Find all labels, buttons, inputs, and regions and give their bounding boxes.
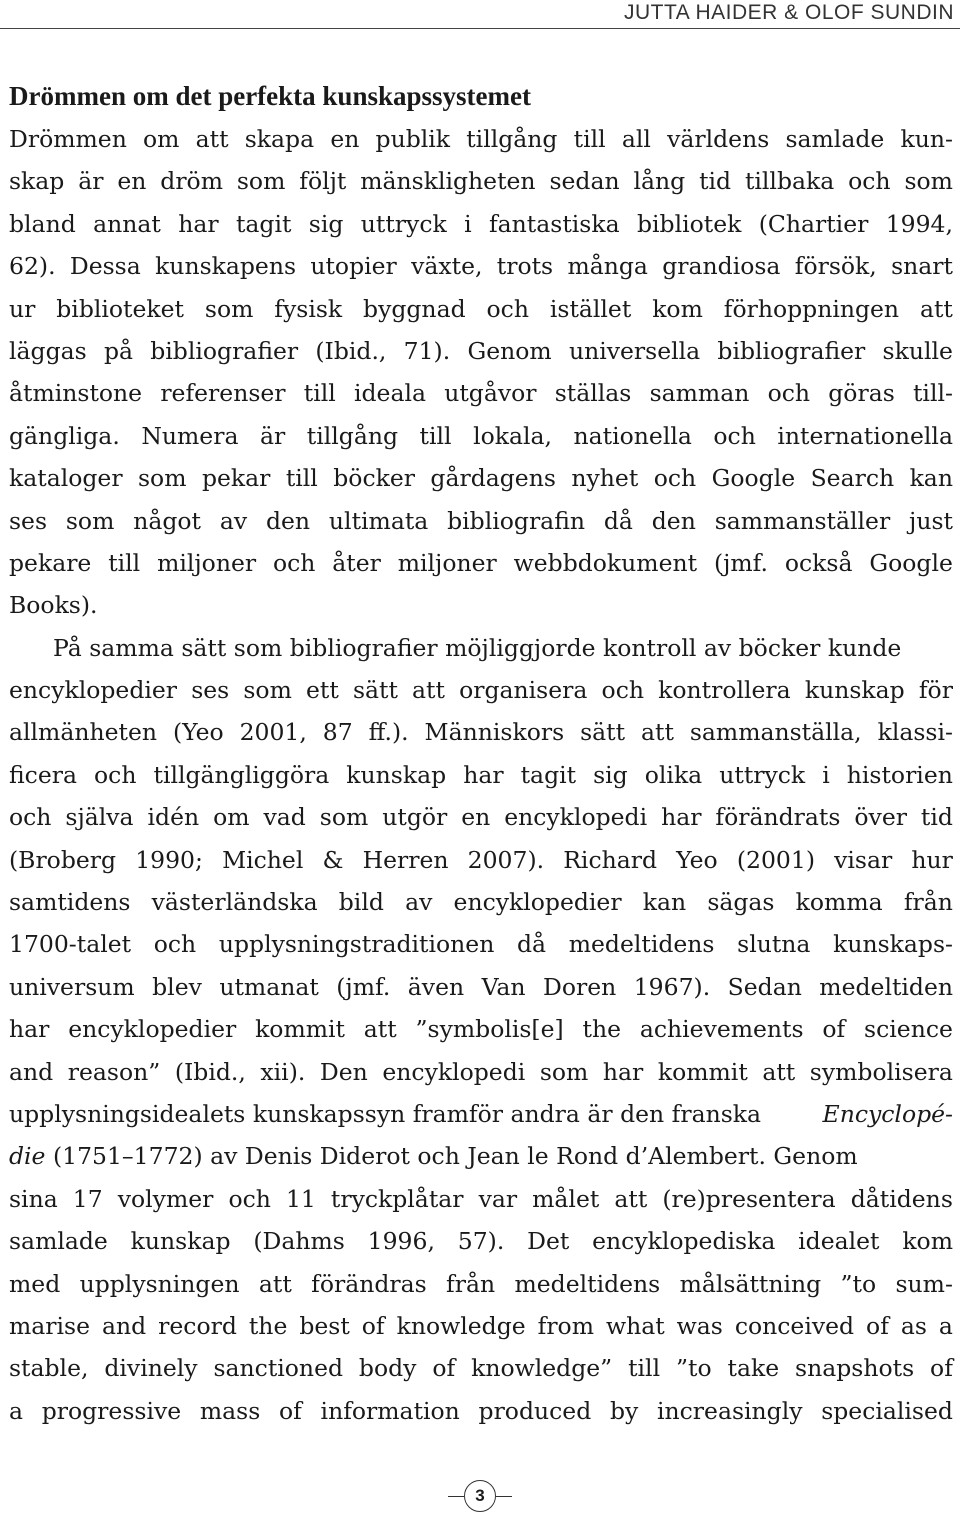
text-line: gängliga. Numera är tillgång till lokala, nationella och internationella	[9, 421, 953, 450]
text-line: bland annat har tagit sig uttryck i fantastiska bibliotek (Chartier 1994,	[9, 209, 953, 238]
running-header	[0, 0, 960, 29]
paragraph-2	[9, 627, 953, 1432]
text-line: 1700-talet och upplysningstraditionen då medeltidens slutna kunskaps-	[9, 930, 953, 959]
page-number-footer	[0, 1476, 960, 1516]
text-line: ses som något av den ultimata bibliografin då den sammanställer just	[9, 506, 953, 535]
text-line: har encyklopedier kommit att ”symbolis[e] the achievements of science	[9, 1015, 953, 1044]
text-line: pekare till miljoner och åter miljoner webbdokument (jmf. också Google	[9, 548, 953, 577]
text-line: stable, divinely sanctioned body of knowledge” till ”to take snapshots of	[9, 1354, 953, 1383]
text-line: åtminstone referenser till ideala utgåvor ställas samman och göras till-	[9, 379, 953, 408]
text-line: samlade kunskap (Dahms 1996, 57). Det encyklopediska idealet kom	[9, 1227, 953, 1256]
footer-rule-right	[496, 1496, 512, 1497]
text-line: ur biblioteket som fysisk byggnad och istället kom förhoppningen att	[9, 294, 953, 323]
text-line: och själva idén om vad som utgör en encyklopedi har förändrats över tid	[9, 803, 953, 832]
text-line: kataloger som pekar till böcker gårdagens nyhet och Google Search kan	[9, 464, 953, 493]
text-line: allmänheten (Yeo 2001, 87 ff.). Människors sätt att sammanställa, klassi-	[9, 718, 953, 747]
text-line: and reason” (Ibid., xii). Den encyklopedi som har kommit att symbolisera	[9, 1057, 953, 1086]
footer-rule-left	[448, 1496, 464, 1497]
paragraph-1	[9, 118, 953, 627]
text-line: samtidens västerländska bild av encyklopedier kan sägas komma från	[9, 888, 953, 917]
text-line: (Broberg 1990; Michel & Herren 2007). Richard Yeo (2001) visar hur	[9, 845, 953, 874]
text-line: encyklopedier ses som ett sätt att organisera och kontrollera kunskap för	[9, 676, 953, 705]
text-line: läggas på bibliografier (Ibid., 71). Genom universella bibliografier skulle	[9, 336, 953, 365]
text-line: 62). Dessa kunskapens utopier växte, trots många grandiosa försök, snart	[9, 252, 953, 281]
page-body	[9, 78, 953, 1432]
encyclopedie-title-part-2: die	[9, 1142, 46, 1171]
page-number: 3	[464, 1480, 496, 1512]
text-line: Books).	[9, 591, 98, 620]
text-line: skap är en dröm som följt mänskligheten sedan lång tid tillbaka och som	[9, 167, 953, 196]
author-names: JUTTA HAIDER & OLOF SUNDIN	[624, 1, 954, 24]
text-line: med upplysningen att förändras från medeltidens målsättning ”to sum-	[9, 1269, 953, 1298]
text-line: die (1751–1772) av Denis Diderot och Jean le Rond d’Alembert. Genom	[9, 1142, 858, 1171]
text-line: ficera och tillgängliggöra kunskap har tagit sig olika uttryck i historien	[9, 760, 953, 789]
text-line: upplysningsidealets kunskapssyn framför andra är den franska Encyclopé-	[9, 1093, 953, 1135]
section-title: Drömmen om det perfekta kunskapssystemet	[9, 81, 531, 111]
text-line: universum blev utmanat (jmf. även Van Doren 1967). Sedan medeltiden	[9, 972, 953, 1001]
text-line: Drömmen om att skapa en publik tillgång till all världens samlade kun-	[9, 125, 953, 153]
text-line: a progressive mass of information produced by increasingly specialised	[9, 1396, 953, 1425]
text-line: sina 17 volymer och 11 tryckplåtar var målet att (re)presentera dåtidens	[9, 1184, 953, 1213]
encyclopedie-title-part-1: Encyclopé-	[822, 1099, 953, 1128]
text-line-indented: På samma sätt som bibliografier möjliggjorde kontroll av böcker kunde	[53, 633, 902, 662]
text-line: marise and record the best of knowledge from what was conceived of as a	[9, 1311, 953, 1340]
